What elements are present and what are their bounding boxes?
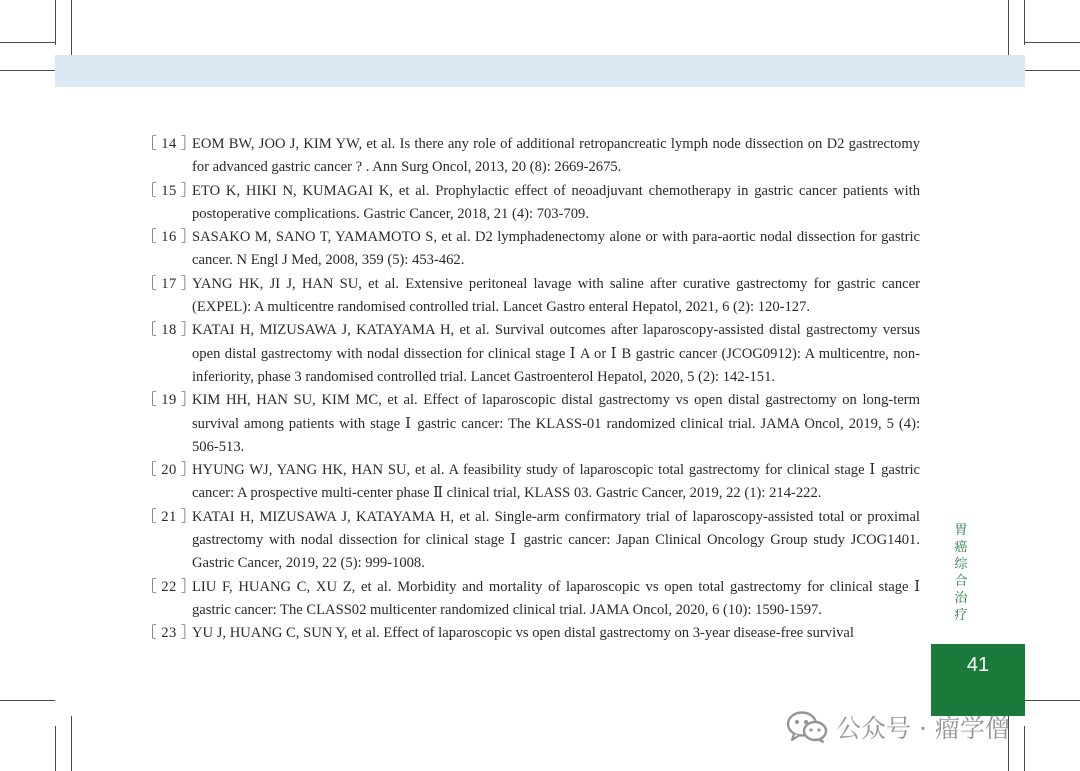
- reference-text: ETO K, HIKI N, KUMAGAI K, et al. Prophylactic effect of neoadjuvant chemotherapy in gastric cancer patients with postoperative complications. Gastric Cancer, 2018, 21 (4): 703-709.: [192, 182, 920, 222]
- watermark-text: 公众号 · 瘤学僧: [836, 714, 1010, 743]
- crop-mark: [55, 726, 56, 771]
- crop-mark: [1025, 700, 1080, 701]
- crop-mark: [71, 716, 72, 771]
- reference-text: HYUNG WJ, YANG HK, HAN SU, et al. A feasibility study of laparoscopic total gastrectomy for clinical stage Ⅰ gastric cancer: A prospective multi-center phase Ⅱ clinical trial, KLASS 03. Gastric Cancer, 2019, 22 (1): 214-222.: [192, 462, 920, 502]
- reference-number: ［ 18 ］: [142, 322, 197, 339]
- reference-text: YANG HK, JI J, HAN SU, et al. Extensive peritoneal lavage with saline after curative gastrectomy for gastric cancer (EXPEL): A multicentre randomised controlled trial. Lancet Gastro enteral Hepatol, 2021, 6 (2): 120-127.: [192, 275, 920, 316]
- reference-number: ［ 21 ］: [142, 508, 197, 525]
- crop-mark: [1008, 0, 1009, 55]
- crop-mark: [55, 0, 56, 45]
- crop-mark: [1025, 70, 1080, 71]
- crop-mark: [1025, 42, 1080, 43]
- header-band: [55, 55, 1025, 87]
- reference-text: EOM BW, JOO J, KIM YW, et al. Is there any role of additional retropancreatic lymph node dissection on D2 gastrectomy for advanced gastric cancer ? . Ann Surg Oncol, 2013, 20 (8): 2669-2675.: [192, 136, 920, 176]
- reference-item: [142, 226, 920, 273]
- wechat-icon: [786, 710, 828, 744]
- reference-text: YU J, HUANG C, SUN Y, et al. Effect of laparoscopic vs open distal gastrectomy on 3-year disease-free survival: [192, 625, 854, 642]
- reference-item: [142, 622, 920, 645]
- reference-text: KIM HH, HAN SU, KIM MC, et al. Effect of laparoscopic distal gastrectomy vs open distal gastrectomy on long-term survival among patients with stage Ⅰ gastric cancer: The KLASS-01 randomized clinical trial. JAMA Oncol, 2019, 5 (4): 506-513.: [192, 392, 920, 455]
- reference-list: [142, 133, 920, 646]
- reference-item: [142, 273, 920, 320]
- crop-mark: [1024, 0, 1025, 45]
- reference-text: KATAI H, MIZUSAWA J, KATAYAMA H, et al. Survival outcomes after laparoscopy-assisted distal gastrectomy versus open distal gastrectomy with nodal dissection for clinical stage Ⅰ A or Ⅰ B gastric cancer (JCOG0912): A multicentre, non-inferiority, phase 3 randomised controlled trial. Lancet Gastroenterol Hepatol, 2020, 5 (2): 142-151.: [192, 322, 920, 385]
- reference-item: [142, 133, 920, 180]
- crop-mark: [1024, 726, 1025, 771]
- reference-item: [142, 506, 920, 576]
- page-number: 41: [966, 654, 990, 676]
- reference-item: [142, 319, 920, 389]
- reference-item: [142, 180, 920, 227]
- reference-number: ［ 20 ］: [142, 462, 197, 479]
- reference-number: ［ 19 ］: [142, 392, 197, 409]
- crop-mark: [0, 700, 55, 701]
- reference-number: ［ 14 ］: [142, 136, 197, 152]
- watermark: [786, 707, 1010, 747]
- reference-number: ［ 22 ］: [142, 578, 197, 595]
- page-number-box: [931, 644, 1025, 716]
- reference-text: SASAKO M, SANO T, YAMAMOTO S, et al. D2 lymphadenectomy alone or with para-aortic nodal dissection for gastric cancer. N Engl J Med, 2008, 359 (5): 453-462.: [192, 229, 920, 269]
- reference-item: [142, 576, 920, 623]
- reference-number: ［ 23 ］: [142, 625, 197, 642]
- reference-item: [142, 459, 920, 506]
- crop-mark: [0, 70, 55, 71]
- reference-text: LIU F, HUANG C, XU Z, et al. Morbidity and mortality of laparoscopic vs open total gastrectomy for clinical stage Ⅰ gastric cancer: The CLASS02 multicenter randomized clinical trial. JAMA Oncol, 2020, 6 (10): 1590-1597.: [192, 578, 920, 618]
- reference-item: [142, 389, 920, 459]
- reference-number: ［ 17 ］: [142, 275, 197, 292]
- side-section-title: 胃癌综合治疗: [954, 523, 968, 623]
- crop-mark: [0, 42, 55, 43]
- crop-mark: [71, 0, 72, 55]
- reference-number: ［ 15 ］: [142, 182, 197, 199]
- reference-number: ［ 16 ］: [142, 229, 197, 246]
- reference-text: KATAI H, MIZUSAWA J, KATAYAMA H, et al. Single-arm confirmatory trial of laparoscopy-assisted total or proximal gastrectomy with nodal dissection for clinical stage Ⅰ gastric cancer: Japan Clinical Oncology Group study JCOG1401. Gastric Cancer, 2019, 22 (5): 999-1008.: [192, 508, 920, 572]
